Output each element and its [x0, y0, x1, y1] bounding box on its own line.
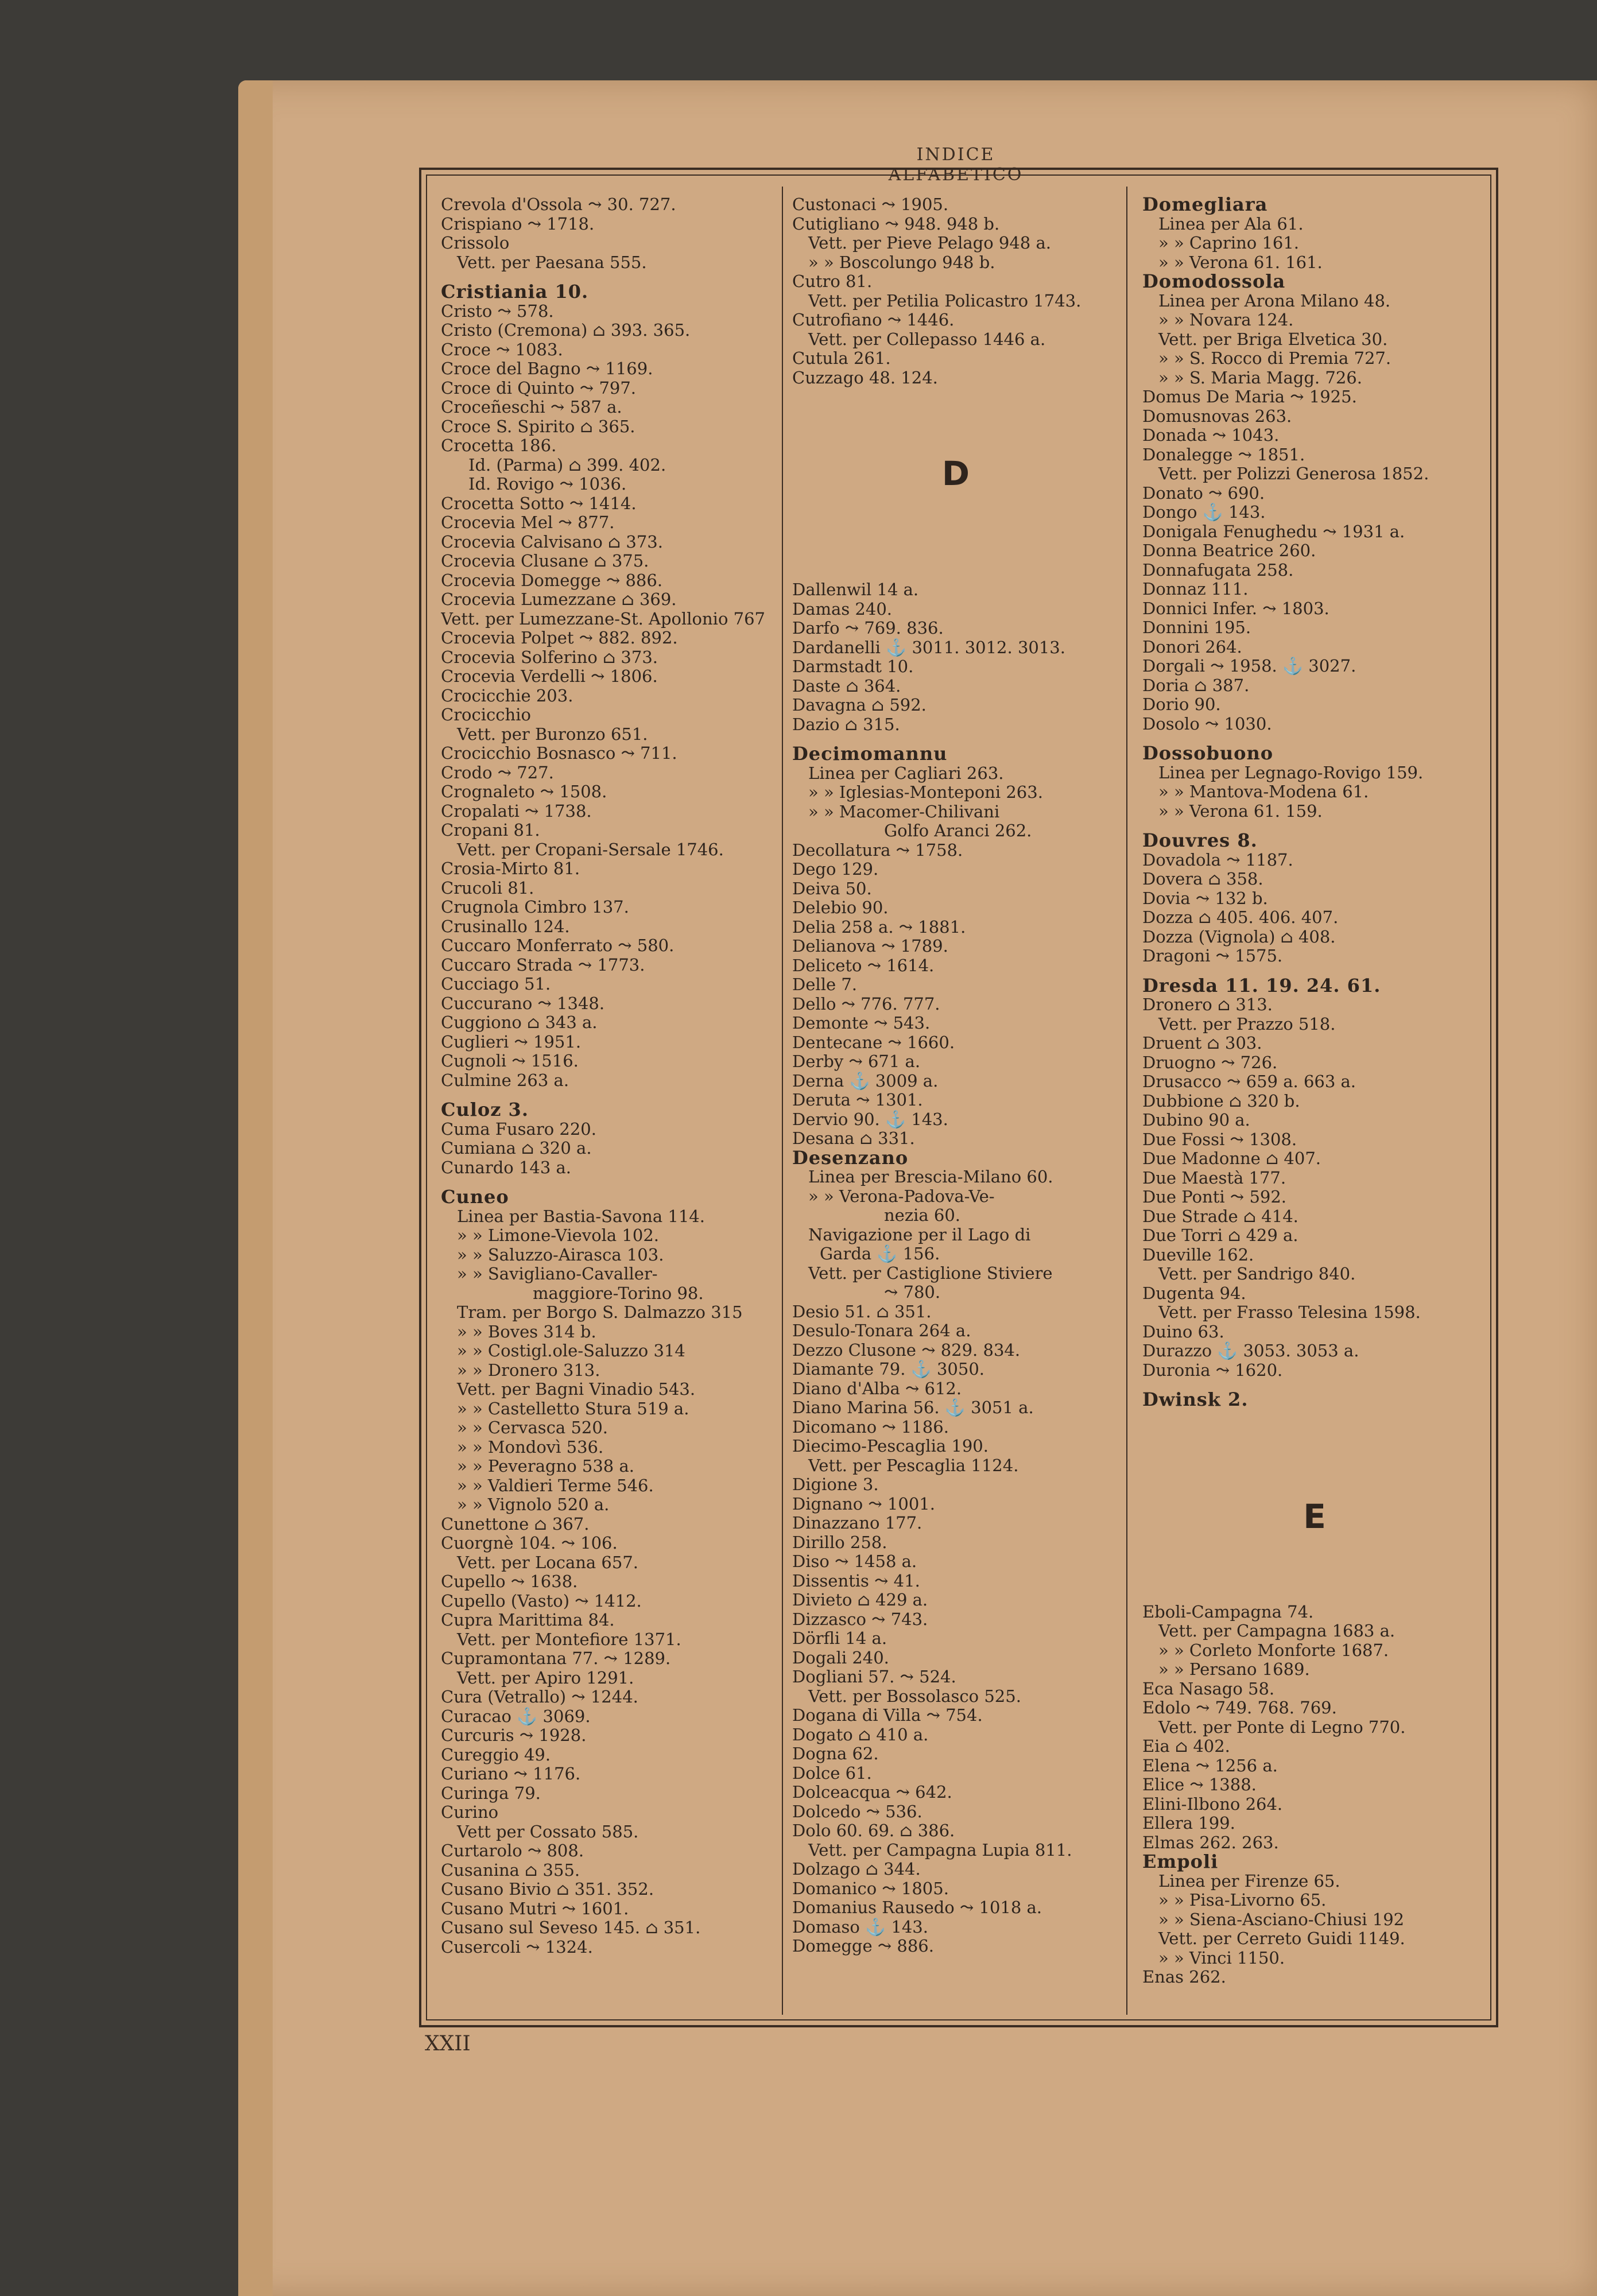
index-entry: Eia ⌂ 402.: [1142, 1737, 1230, 1756]
index-entry: Diso ⤳ 1458 a.: [792, 1552, 917, 1571]
index-entry: Cura (Vetrallo) ⤳ 1244.: [441, 1688, 638, 1707]
spacer: [1142, 1380, 1487, 1390]
index-entry: Crugnola Cimbro 137.: [441, 898, 629, 917]
index-entry: Crocicchio: [441, 705, 531, 724]
section-letter: E: [1303, 1496, 1326, 1536]
index-entry: Due Strade ⌂ 414.: [1142, 1207, 1298, 1226]
index-entry: Cumiana ⌂ 320 a.: [441, 1139, 592, 1158]
index-entry: Decollatura ⤳ 1758.: [792, 840, 963, 860]
index-entry: Dronero ⌂ 313.: [1142, 995, 1273, 1014]
spacer: [1142, 1441, 1487, 1451]
index-entry: Duronia ⤳ 1620.: [1142, 1360, 1283, 1380]
index-entry: Linea per Brescia-Milano 60.: [808, 1168, 1053, 1186]
index-entry: Dorgali ⤳ 1958. ⚓ 3027.: [1142, 657, 1356, 676]
index-entry: Crocevia Polpet ⤳ 882. 892.: [441, 629, 678, 647]
spacer: [1142, 1420, 1487, 1430]
index-entry: » » Valdieri Terme 546.: [457, 1476, 654, 1495]
index-entry: Custonaci ⤳ 1905.: [792, 195, 949, 214]
index-entry: Eca Nasago 58.: [1142, 1679, 1275, 1698]
index-entry: Cusanina ⌂ 355.: [441, 1860, 580, 1880]
index-entry: Derna ⚓ 3009 a.: [792, 1071, 939, 1091]
index-heading: Cristiania 10.: [441, 282, 589, 302]
spacer: [1142, 1561, 1487, 1572]
spacer: [1142, 1410, 1487, 1420]
spacer: [792, 387, 1119, 398]
page-header: INDICE ALFABETICO: [888, 145, 1024, 185]
index-entry: Croce ⤳ 1083.: [441, 340, 563, 359]
index-entry: Domaso ⚓ 143.: [792, 1917, 928, 1937]
index-entry: Vett. per Buronzo 651.: [457, 724, 648, 744]
index-entry: Digione 3.: [792, 1475, 879, 1494]
index-entry: Vett. per Bagni Vinadio 543.: [457, 1380, 696, 1399]
index-entry: Vett. per Briga Elvetica 30.: [1158, 329, 1388, 349]
index-entry: Due Maestà 177.: [1142, 1168, 1286, 1188]
index-entry: Dogana di Villa ⤳ 754.: [792, 1706, 983, 1725]
index-entry: Domus De Maria ⤳ 1925.: [1142, 387, 1357, 406]
index-entry: Dicomano ⤳ 1186.: [792, 1417, 949, 1437]
index-entry: Dueville 162.: [1142, 1245, 1254, 1265]
index-entry: Vett. per Frasso Telesina 1598.: [1158, 1303, 1421, 1322]
spacer: [792, 508, 1119, 518]
spacer: [1142, 1582, 1487, 1592]
index-entry: » » S. Rocco di Premia 727.: [1158, 349, 1391, 368]
index-heading: Douvres 8.: [1142, 831, 1258, 851]
index-entry: Desulo-Tonara 264 a.: [792, 1321, 971, 1340]
index-entry: Delle 7.: [792, 975, 858, 994]
index-entry: Croce S. Spirito ⌂ 365.: [441, 417, 635, 436]
index-heading: Empoli: [1142, 1852, 1219, 1872]
index-entry: Diecimo-Pescaglia 190.: [792, 1437, 989, 1456]
index-entry: Duino 63.: [1142, 1322, 1224, 1341]
index-entry: Vett. per Paesana 555.: [457, 253, 647, 272]
index-entry: Damas 240.: [792, 599, 892, 619]
index-entry: Doria ⌂ 387.: [1142, 676, 1250, 695]
index-entry: Donnaz 111.: [1142, 580, 1249, 599]
spacer: [792, 518, 1119, 529]
index-entry: Garda ⚓ 156.: [820, 1244, 940, 1263]
index-entry: » » Boves 314 b.: [457, 1322, 596, 1341]
index-entry: Cucciago 51.: [441, 975, 551, 994]
index-entry: Tram. per Borgo S. Dalmazzo 315: [457, 1303, 743, 1322]
index-entry: Crocevia Mel ⤳ 877.: [441, 513, 615, 532]
index-entry: » » Caprino 161.: [1158, 234, 1300, 253]
index-entry: Dovera ⌂ 358.: [1142, 870, 1263, 889]
index-entry: Crocevia Calvisano ⌂ 373.: [441, 532, 663, 552]
index-entry: Crocevia Domegge ⤳ 886.: [441, 571, 663, 590]
index-entry: Dubino 90 a.: [1142, 1111, 1250, 1130]
index-entry: Vett. per Apiro 1291.: [457, 1668, 634, 1688]
index-entry: Crocetta 186.: [441, 436, 557, 455]
index-entry: maggiore-Torino 98.: [533, 1283, 704, 1303]
index-entry: Vett. per Polizzi Generosa 1852.: [1158, 464, 1429, 483]
index-column-2: [792, 195, 1119, 1956]
index-entry: Deruta ⤳ 1301.: [792, 1091, 923, 1110]
index-entry: Crocevia Solferino ⌂ 373.: [441, 647, 658, 667]
index-entry: Cunardo 143 a.: [441, 1158, 572, 1177]
spacer: [1142, 1551, 1487, 1561]
index-entry: Diano Marina 56. ⚓ 3051 a.: [792, 1398, 1034, 1417]
index-entry: Cusano Mutri ⤳ 1601.: [441, 1899, 629, 1918]
index-entry: Derby ⤳ 671 a.: [792, 1052, 921, 1071]
index-entry: Crodo ⤳ 727.: [441, 763, 554, 782]
spacer: [792, 539, 1119, 549]
index-entry: Vett. per Pescaglia 1124.: [808, 1456, 1019, 1475]
index-entry: Vett. per Campagna 1683 a.: [1158, 1622, 1396, 1640]
index-entry: Ellera 199.: [1142, 1814, 1235, 1833]
index-entry: Delebio 90.: [792, 898, 889, 917]
index-entry: » » Siena-Asciano-Chiusi 192: [1158, 1910, 1405, 1929]
index-entry: Crucoli 81.: [441, 878, 534, 898]
index-entry: Crissolo: [441, 234, 510, 253]
index-entry: Donnafugata 258.: [1142, 560, 1294, 580]
index-entry: Deliceto ⤳ 1614.: [792, 956, 935, 975]
index-entry: Dervio 90. ⚓ 143.: [792, 1110, 948, 1129]
index-entry: Cuorgnè 104. ⤳ 106.: [441, 1534, 618, 1553]
index-entry: Donnini 195.: [1142, 618, 1251, 637]
index-entry: Vett. per Pieve Pelago 948 a.: [808, 234, 1051, 253]
index-entry: » » Verona 61. 159.: [1158, 801, 1323, 821]
index-entry: Due Fossi ⤳ 1308.: [1142, 1130, 1297, 1149]
spacer: [792, 418, 1119, 429]
index-entry: Dolzago ⌂ 344.: [792, 1860, 921, 1879]
index-entry: Donato ⤳ 690.: [1142, 483, 1265, 503]
index-entry: » » Persano 1689.: [1158, 1660, 1310, 1679]
index-entry: Dovia ⤳ 132 b.: [1142, 889, 1268, 908]
index-entry: Cupello (Vasto) ⤳ 1412.: [441, 1591, 642, 1611]
index-entry: Crocevia Verdelli ⤳ 1806.: [441, 667, 658, 686]
index-entry: Darmstadt 10.: [792, 657, 914, 676]
index-entry: Dolceacqua ⤳ 642.: [792, 1783, 952, 1802]
index-entry: Id. Rovigo ⤳ 1036.: [468, 475, 627, 494]
index-entry: Domusnovas 263.: [1142, 406, 1292, 426]
page-number: XXII: [425, 2032, 471, 2055]
index-entry: Croce di Quinto ⤳ 797.: [441, 378, 637, 398]
index-entry: Dezzo Clusone ⤳ 829. 834.: [792, 1340, 1021, 1360]
spacer: [792, 398, 1119, 408]
index-heading: Decimomannu: [792, 744, 948, 764]
index-entry: Cupramontana 77. ⤳ 1289.: [441, 1649, 671, 1668]
index-entry: Dolcedo ⤳ 536.: [792, 1802, 922, 1821]
index-entry: » » Macomer-Chilivani: [808, 802, 1000, 821]
index-entry: Delia 258 a. ⤳ 1881.: [792, 917, 966, 937]
index-entry: Elice ⤳ 1388.: [1142, 1775, 1257, 1794]
index-entry: Domegge ⤳ 886.: [792, 1937, 934, 1956]
index-entry: Dosolo ⤳ 1030.: [1142, 714, 1272, 734]
index-entry: » » Mantova-Modena 61.: [1158, 782, 1369, 801]
index-entry: Dörfli 14 a.: [792, 1629, 887, 1648]
spacer: [441, 1090, 774, 1100]
index-entry: Vett. per Castiglione Stiviere: [808, 1263, 1053, 1283]
index-entry: Dardanelli ⚓ 3011. 3012. 3013.: [792, 638, 1065, 657]
index-entry: Domanius Rausedo ⤳ 1018 a.: [792, 1898, 1042, 1917]
index-entry: Enas 262.: [1142, 1968, 1226, 1987]
index-entry: Due Torri ⌂ 429 a.: [1142, 1226, 1298, 1245]
index-entry: Eboli-Campagna 74.: [1142, 1602, 1314, 1622]
index-entry: Golfo Aranci 262.: [884, 821, 1032, 840]
index-entry: Cutula 261.: [792, 349, 891, 368]
index-entry: Vett per Cossato 585.: [457, 1822, 639, 1841]
index-entry: Vett. per Ponte di Legno 770.: [1158, 1717, 1406, 1737]
index-entry: Cupra Marittima 84.: [441, 1611, 615, 1630]
spacer: [1142, 734, 1487, 744]
index-entry: Dogali 240.: [792, 1648, 889, 1667]
index-entry: Vett. per Petilia Policastro 1743.: [808, 291, 1082, 311]
index-entry: Cuma Fusaro 220.: [441, 1119, 596, 1139]
index-entry: Dozza (Vignola) ⌂ 408.: [1142, 927, 1336, 947]
spacer: [441, 1177, 774, 1188]
index-entry: Dentecane ⤳ 1660.: [792, 1033, 955, 1052]
index-entry: » » Corleto Monforte 1687.: [1158, 1640, 1389, 1660]
index-entry: Curcuris ⤳ 1928.: [441, 1726, 587, 1745]
index-entry: Dozza ⌂ 405. 406. 407.: [1142, 908, 1339, 927]
spacer: [792, 560, 1119, 570]
index-entry: » » Iglesias-Monteponi 263.: [808, 783, 1043, 802]
index-entry: Demonte ⤳ 543.: [792, 1014, 931, 1033]
index-heading: Culoz 3.: [441, 1100, 529, 1120]
index-entry: Navigazione per il Lago di: [808, 1225, 1031, 1244]
index-heading: Domodossola: [1142, 272, 1286, 292]
index-entry: Linea per Arona Milano 48.: [1158, 291, 1391, 311]
index-entry: » » Limone-Vievola 102.: [457, 1226, 660, 1245]
index-entry: nezia 60.: [884, 1206, 961, 1225]
spacer: [1142, 966, 1487, 976]
index-entry: Elini-Ilbono 264.: [1142, 1794, 1283, 1814]
spacer: [1142, 821, 1487, 831]
index-entry: Cuggiono ⌂ 343 a.: [441, 1013, 598, 1032]
index-heading: Dossobuono: [1142, 744, 1274, 763]
spacer: [441, 272, 774, 282]
index-entry: Vett. per Lumezzane-St. Apollonio 767: [441, 609, 765, 629]
index-entry: Crocevia Lumezzane ⌂ 369.: [441, 590, 677, 609]
index-entry: » » Verona-Padova-Ve-: [808, 1186, 995, 1206]
index-entry: Elena ⤳ 1256 a.: [1142, 1756, 1278, 1775]
index-entry: Crocicchie 203.: [441, 686, 573, 705]
index-entry: » » Castelletto Stura 519 a.: [457, 1399, 689, 1418]
index-entry: Dallenwil 14 a.: [792, 580, 919, 599]
index-entry: Linea per Cagliari 263.: [808, 763, 1004, 783]
index-entry: Dinazzano 177.: [792, 1514, 922, 1533]
index-entry: Cutigliano ⤳ 948. 948 b.: [792, 214, 1000, 234]
index-entry: Cropalati ⤳ 1738.: [441, 801, 592, 821]
index-entry: Cupello ⤳ 1638.: [441, 1572, 578, 1591]
index-entry: » » Vinci 1150.: [1158, 1948, 1285, 1968]
index-entry: ⤳ 780.: [884, 1283, 941, 1302]
index-entry: Diano d'Alba ⤳ 612.: [792, 1379, 962, 1398]
index-entry: Vett. per Cerreto Guidi 1149.: [1158, 1929, 1405, 1948]
index-entry: Dello ⤳ 776. 777.: [792, 994, 940, 1014]
index-entry: Dorio 90.: [1142, 695, 1221, 714]
index-entry: Dogna 62.: [792, 1744, 879, 1763]
index-entry: » » Peveragno 538 a.: [457, 1457, 634, 1476]
index-entry: Vett. per Montefiore 1371.: [457, 1630, 681, 1649]
index-column-1: [441, 195, 774, 1957]
index-entry: Croce del Bagno ⤳ 1169.: [441, 359, 653, 378]
index-entry: Diamante 79. ⚓ 3050.: [792, 1360, 985, 1379]
index-entry: Druogno ⤳ 726.: [1142, 1053, 1278, 1072]
index-entry: Vett. per Locana 657.: [457, 1553, 638, 1572]
index-entry: Dragoni ⤳ 1575.: [1142, 947, 1283, 965]
index-entry: Cuzzago 48. 124.: [792, 368, 938, 387]
index-entry: Drusacco ⤳ 659 a. 663 a.: [1142, 1072, 1356, 1091]
index-entry: Curtarolo ⤳ 808.: [441, 1841, 584, 1860]
index-entry: Curacao ⚓ 3069.: [441, 1707, 591, 1726]
index-entry: Daste ⌂ 364.: [792, 676, 901, 696]
index-entry: Crognaleto ⤳ 1508.: [441, 782, 607, 801]
spacer: [792, 549, 1119, 560]
index-entry: Vett. per Campagna Lupia 811.: [808, 1840, 1072, 1860]
index-entry: Dissentis ⤳ 41.: [792, 1571, 920, 1591]
column-divider: [782, 187, 783, 2015]
index-entry: Vett. per Collepasso 1446 a.: [808, 329, 1046, 349]
index-entry: Crocevia Clusane ⌂ 375.: [441, 552, 649, 571]
index-entry: Croceñeschi ⤳ 587 a.: [441, 398, 622, 417]
index-entry: Cuccaro Monferrato ⤳ 580.: [441, 936, 675, 955]
index-entry: Cutrofiano ⤳ 1446.: [792, 311, 955, 329]
index-entry: Crispiano ⤳ 1718.: [441, 214, 595, 234]
index-entry: » » Dronero 313.: [457, 1360, 600, 1380]
index-entry: Due Madonne ⌂ 407.: [1142, 1149, 1321, 1168]
index-entry: Divieto ⌂ 429 a.: [792, 1591, 928, 1609]
index-entry: Deiva 50.: [792, 879, 872, 898]
index-entry: Dovadola ⤳ 1187.: [1142, 850, 1293, 870]
index-entry: Donnici Infer. ⤳ 1803.: [1142, 599, 1329, 618]
index-entry: » » Saluzzo-Airasca 103.: [457, 1245, 664, 1265]
index-entry: » » S. Maria Magg. 726.: [1158, 368, 1362, 387]
index-entry: Culmine 263 a.: [441, 1071, 569, 1090]
index-entry: Davagna ⌂ 592.: [792, 696, 927, 715]
index-entry: Elmas 262. 263.: [1142, 1833, 1279, 1852]
index-entry: Cuccaro Strada ⤳ 1773.: [441, 955, 645, 975]
index-entry: Darfo ⤳ 769. 836.: [792, 619, 944, 638]
index-entry: Dizzasco ⤳ 743.: [792, 1609, 928, 1629]
index-heading: Domegliara: [1142, 195, 1268, 215]
index-entry: Curinga 79.: [441, 1783, 541, 1803]
index-entry: Id. (Parma) ⌂ 399. 402.: [468, 455, 666, 475]
index-entry: » » Cervasca 520.: [457, 1418, 608, 1437]
index-heading: Dresda 11. 19. 24. 61.: [1142, 976, 1381, 995]
index-entry: Cugnoli ⤳ 1516.: [441, 1052, 579, 1071]
index-entry: » » Novara 124.: [1158, 311, 1294, 329]
index-heading: Dwinsk 2.: [1142, 1390, 1249, 1410]
index-entry: Cuccurano ⤳ 1348.: [441, 994, 605, 1013]
index-entry: Crevola d'Ossola ⤳ 30. 727.: [441, 195, 676, 214]
index-entry: Cuglieri ⤳ 1951.: [441, 1032, 582, 1052]
index-entry: Linea per Firenze 65.: [1158, 1871, 1340, 1891]
index-entry: » » Pisa-Livorno 65.: [1158, 1891, 1327, 1910]
spacer: [1142, 1430, 1487, 1441]
index-entry: Cusano Bivio ⌂ 351. 352.: [441, 1880, 654, 1899]
index-entry: Cureggio 49.: [441, 1745, 551, 1764]
index-entry: Due Ponti ⤳ 592.: [1142, 1188, 1287, 1207]
spacer: [792, 529, 1119, 539]
index-entry: Crosia-Mirto 81.: [441, 859, 580, 878]
index-entry: Donna Beatrice 260.: [1142, 541, 1316, 560]
index-entry: Donori 264.: [1142, 637, 1242, 657]
index-entry: Edolo ⤳ 749. 768. 769.: [1142, 1698, 1337, 1717]
index-entry: Cusano sul Seveso 145. ⌂ 351.: [441, 1918, 701, 1937]
section-letter: D: [941, 454, 970, 493]
index-entry: Dazio ⌂ 315.: [792, 715, 900, 734]
index-entry: Durazzo ⚓ 3053. 3053 a.: [1142, 1341, 1359, 1360]
index-entry: Dolce 61.: [792, 1763, 872, 1783]
index-entry: Dugenta 94.: [1142, 1283, 1246, 1303]
index-entry: Cristo (Cremona) ⌂ 393. 365.: [441, 321, 691, 340]
index-entry: Desio 51. ⌂ 351.: [792, 1302, 932, 1321]
index-entry: Crocicchio Bosnasco ⤳ 711.: [441, 744, 677, 763]
index-entry: Dongo ⚓ 143.: [1142, 503, 1266, 522]
index-entry: » » Costigl.ole-Saluzzo 314: [457, 1341, 685, 1360]
index-entry: » » Boscolungo 948 b.: [808, 253, 995, 272]
index-entry: Curino: [441, 1803, 499, 1822]
index-entry: Dolo 60. 69. ⌂ 386.: [792, 1821, 955, 1840]
index-entry: Cutro 81.: [792, 272, 873, 291]
spacer: [1142, 1592, 1487, 1603]
index-entry: Vett. per Sandrigo 840.: [1158, 1265, 1356, 1283]
index-entry: Curiano ⤳ 1176.: [441, 1764, 581, 1783]
index-entry: » » Savigliano-Cavaller-: [457, 1265, 658, 1283]
index-entry: » » Vignolo 520 a.: [457, 1495, 610, 1514]
spacer: [1142, 1572, 1487, 1582]
spacer: [792, 429, 1119, 439]
index-entry: Crocetta Sotto ⤳ 1414.: [441, 494, 637, 513]
index-entry: Donada ⤳ 1043.: [1142, 426, 1280, 445]
spacer: [1142, 1472, 1487, 1482]
index-entry: Cristo ⤳ 578.: [441, 301, 554, 321]
index-heading: Cuneo: [441, 1188, 509, 1207]
index-entry: Dubbione ⌂ 320 b.: [1142, 1091, 1300, 1111]
spacer: [792, 408, 1119, 418]
index-entry: Dego 129.: [792, 860, 879, 879]
index-entry: Dignano ⤳ 1001.: [792, 1494, 935, 1514]
spacer: [1142, 1461, 1487, 1472]
index-entry: » » Verona 61. 161.: [1158, 253, 1323, 272]
index-entry: Cropani 81.: [441, 821, 540, 840]
index-entry: Linea per Legnago-Rovigo 159.: [1158, 763, 1424, 782]
index-entry: Cusercoli ⤳ 1324.: [441, 1937, 593, 1957]
index-entry: Delianova ⤳ 1789.: [792, 937, 948, 956]
index-entry: Donalegge ⤳ 1851.: [1142, 445, 1305, 464]
index-entry: Druent ⌂ 303.: [1142, 1034, 1262, 1053]
index-entry: Linea per Bastia-Savona 114.: [457, 1207, 705, 1226]
index-entry: Vett. per Bossolasco 525.: [808, 1686, 1021, 1706]
index-entry: Dogato ⌂ 410 a.: [792, 1725, 929, 1744]
index-entry: Cunettone ⌂ 367.: [441, 1514, 590, 1534]
index-heading: Desenzano: [792, 1148, 909, 1168]
index-entry: Desana ⌂ 331.: [792, 1129, 915, 1148]
index-column-3: [1142, 195, 1487, 1987]
index-entry: Donigala Fenughedu ⤳ 1931 a.: [1142, 522, 1405, 541]
index-entry: Vett. per Prazzo 518.: [1158, 1014, 1336, 1034]
index-entry: Domanico ⤳ 1805.: [792, 1879, 949, 1898]
index-entry: Dogliani 57. ⤳ 524.: [792, 1667, 956, 1686]
index-entry: » » Mondovì 536.: [457, 1437, 604, 1457]
spacer: [792, 734, 1119, 744]
index-entry: Linea per Ala 61.: [1158, 214, 1304, 234]
index-entry: Crusinallo 124.: [441, 917, 570, 936]
index-entry: Dirillo 258.: [792, 1533, 887, 1552]
column-divider: [1126, 187, 1127, 2015]
spacer: [1142, 1451, 1487, 1461]
spacer: [792, 570, 1119, 580]
index-entry: Vett. per Cropani-Sersale 1746.: [457, 840, 724, 859]
